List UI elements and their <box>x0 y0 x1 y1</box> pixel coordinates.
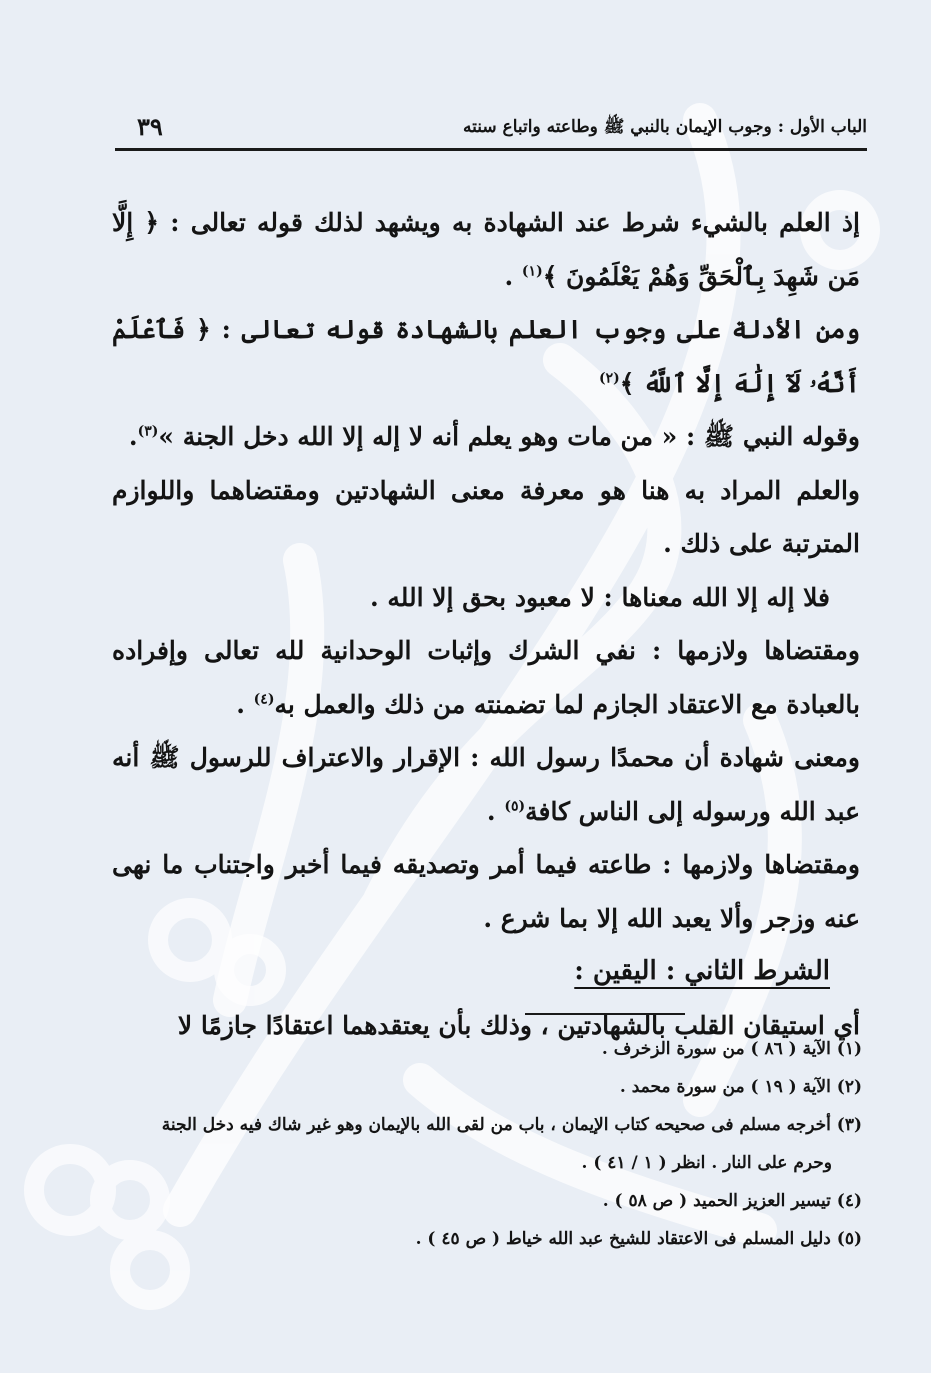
paragraph-8: ومقتضاها ولازمها : طاعته فيما أمر وتصديقه فيما أخبر واجتناب ما نهى عنه وزجر وألا يعبد الله إلا بما شرع . <box>112 850 860 933</box>
footnotes <box>112 1030 862 1258</box>
footnote-ref-4: (٤) <box>253 691 275 708</box>
paragraph-1 <box>112 196 860 303</box>
page-header <box>115 112 867 151</box>
footnote-ref-3: (٣) <box>137 423 159 440</box>
paragraph-3-text: وقوله النبي ﷺ : « من مات وهو يعلم أنه لا إله إلا الله دخل الجنة » <box>158 422 860 451</box>
footnote-3-continuation: وحرم على النار . انظر ( ١ / ٤١ ) . <box>581 1153 832 1173</box>
paragraph-3-end: . <box>128 422 138 451</box>
paragraph-3 <box>112 410 860 464</box>
footnote-ref-1: (١) <box>521 263 543 280</box>
paragraph-1-text: إذ العلم بالشيء شرط عند الشهادة به ويشهد لذلك قوله تعالى : ﴿ إِلَّا مَن شَهِدَ بِٱلْحَقِّ وَهُمْ يَعْلَمُونَ ﴾ <box>112 208 860 291</box>
paragraph-6-end: . <box>236 689 254 719</box>
paragraph-6 <box>112 624 860 731</box>
footnote-4: (٤) تيسير العزيز الحميد ( ص ٥٨ ) . <box>602 1191 862 1211</box>
footnote-ref-2: (٢) <box>599 370 620 387</box>
running-title: الباب الأول : وجوب الإيمان بالنبي ﷺ وطاعته واتباع سنته <box>463 117 867 137</box>
footnote-divider <box>525 1013 685 1015</box>
paragraph-6-text: ومقتضاها ولازمها : نفي الشرك وإثبات الوحدانية لله تعالى وإفراده بالعبادة مع الاعتقاد الجازم لما تضمنته من ذلك والعمل به <box>112 636 860 719</box>
footnote-3: (٣) أخرجه مسلم فى صحيحه كتاب الإيمان ، باب من لقى الله بالإيمان وهو غير شاك فيه دخل الجنة <box>161 1115 862 1135</box>
paragraph-5: فلا إله إلا الله معناها : لا معبود بحق إلا الله . <box>369 582 830 612</box>
footnote-5: (٥) دليل المسلم فى الاعتقاد للشيخ عبد الله خياط ( ص ٤٥ ) . <box>415 1229 862 1249</box>
paragraph-7-end: . <box>486 796 505 826</box>
paragraph-1-end: . <box>504 261 522 291</box>
page-number: ٣٩ <box>137 112 163 141</box>
paragraph-9: أي استيقان القلب بالشهادتين ، وذلك بأن يعتقدهما اعتقادًا جازمًا لا <box>177 1010 860 1040</box>
paragraph-7 <box>112 731 860 838</box>
paragraph-7-text: ومعنى شهادة أن محمدًا رسول الله : الإقرار والاعتراف للرسول ﷺ أنه عبد الله ورسوله إلى الناس كافة <box>112 743 860 826</box>
section-heading: الشرط الثاني : اليقين : <box>574 956 830 986</box>
footnote-2: (٢) الآية ( ١٩ ) من سورة محمد . <box>619 1077 862 1097</box>
footnote-1: (١) الآية ( ٨٦ ) من سورة الزخرف . <box>601 1039 862 1059</box>
paragraph-2-text: ومن الأدلة على وجوب العلم بالشهادة قوله تعالى : ﴿ فَٱعْلَمْ أَنَّهُۥ لَآ إِلَٰهَ إِلَّا ٱللَّهُ ﴾ <box>112 315 860 398</box>
paragraph-2 <box>112 303 860 410</box>
paragraph-4: والعلم المراد به هنا هو معرفة معنى الشهادتين ومقتضاهما واللوازم المترتبة على ذلك . <box>112 475 860 558</box>
main-text <box>112 196 860 1052</box>
footnote-ref-5: (٥) <box>504 798 526 815</box>
